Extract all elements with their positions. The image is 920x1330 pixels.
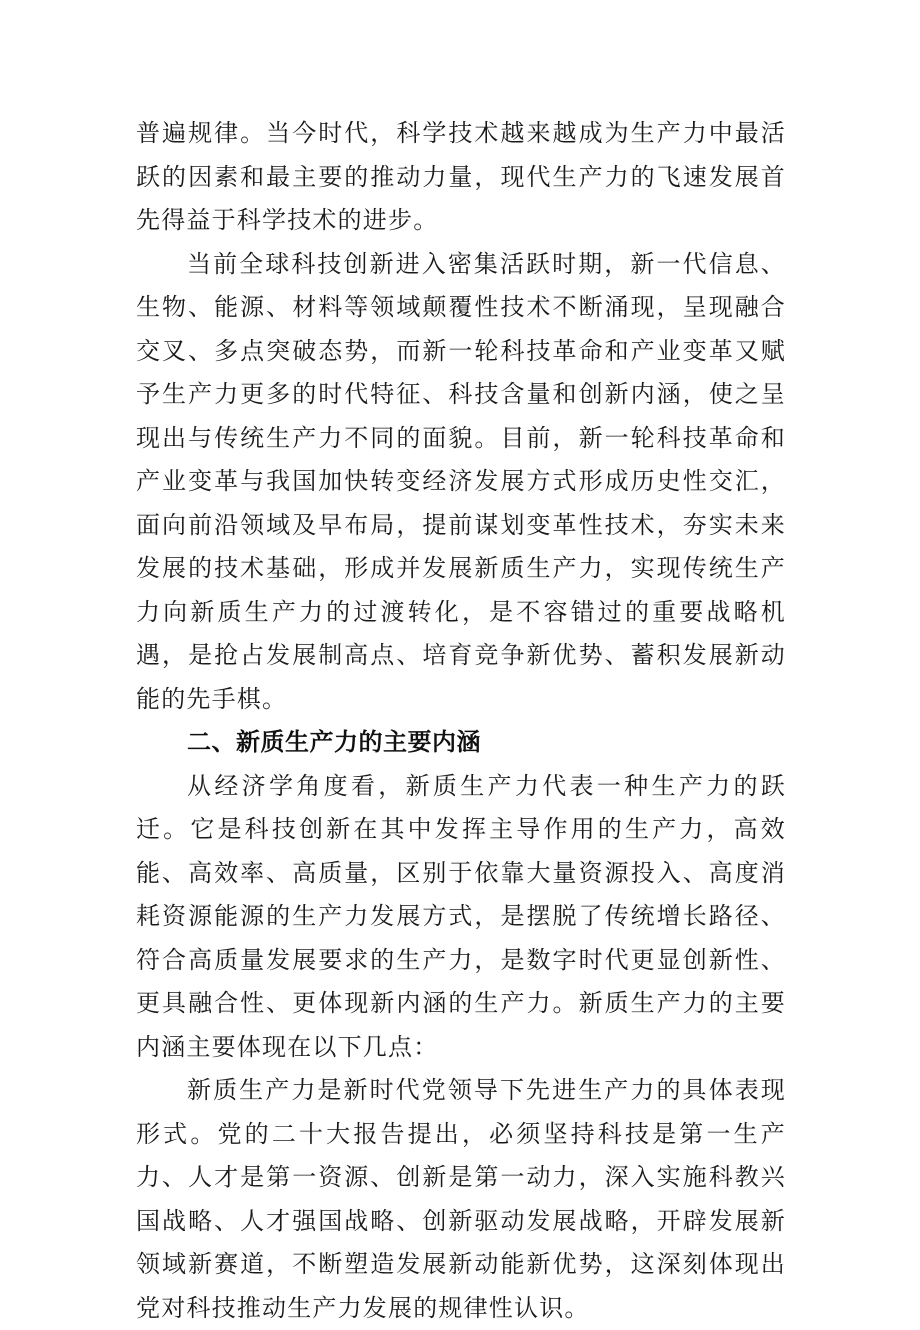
section-heading: 二、新质生产力的主要内涵 (187, 728, 481, 756)
document-body (136, 112, 786, 1330)
paragraph-global-innovation: 当前全球科技创新进入密集活跃时期，新一代信息、生物、能源、材料等领域颠覆性技术不断涌现，呈现融合交叉、多点突破态势，而新一轮科技革命和产业变革又赋予生产力更多的时代特征、科技含量和创新内涵，使之呈现出与传统生产力不同的面貌。目前，新一轮科技革命和产业变革与我国加快转变经济发展方式形成历史性交汇，面向前沿领域及早布局，提前谋划变革性技术，夯实未来发展的技术基础，形成并发展新质生产力，实现传统生产力向新质生产力的过渡转化，是不容错过的重要战略机遇，是抢占发展制高点、培育竞争新优势、蓄积发展新动能的先手棋。 (136, 249, 786, 713)
paragraph-continued: 普遍规律。当今时代，科学技术越来越成为生产力中最活跃的因素和最主要的推动力量，现代生产力的飞速发展首先得益于科学技术的进步。 (136, 119, 786, 234)
paragraph-economics-view: 从经济学角度看，新质生产力代表一种生产力的跃迁。它是科技创新在其中发挥主导作用的生产力，高效能、高效率、高质量，区别于依靠大量资源投入、高度消耗资源能源的生产力发展方式，是摆脱了传统增长路径、符合高质量发展要求的生产力，是数字时代更显创新性、更具融合性、更体现新内涵的生产力。新质生产力的主要内涵主要体现在以下几点： (136, 771, 786, 1061)
paragraph-party-leadership: 新质生产力是新时代党领导下先进生产力的具体表现形式。党的二十大报告提出，必须坚持科技是第一生产力、人才是第一资源、创新是第一动力，深入实施科教兴国战略、人才强国战略、创新驱动发展战略，开辟发展新领域新赛道，不断塑造发展新动能新优势，这深刻体现出党对科技推动生产力发展的规律性认识。 (136, 1076, 786, 1322)
